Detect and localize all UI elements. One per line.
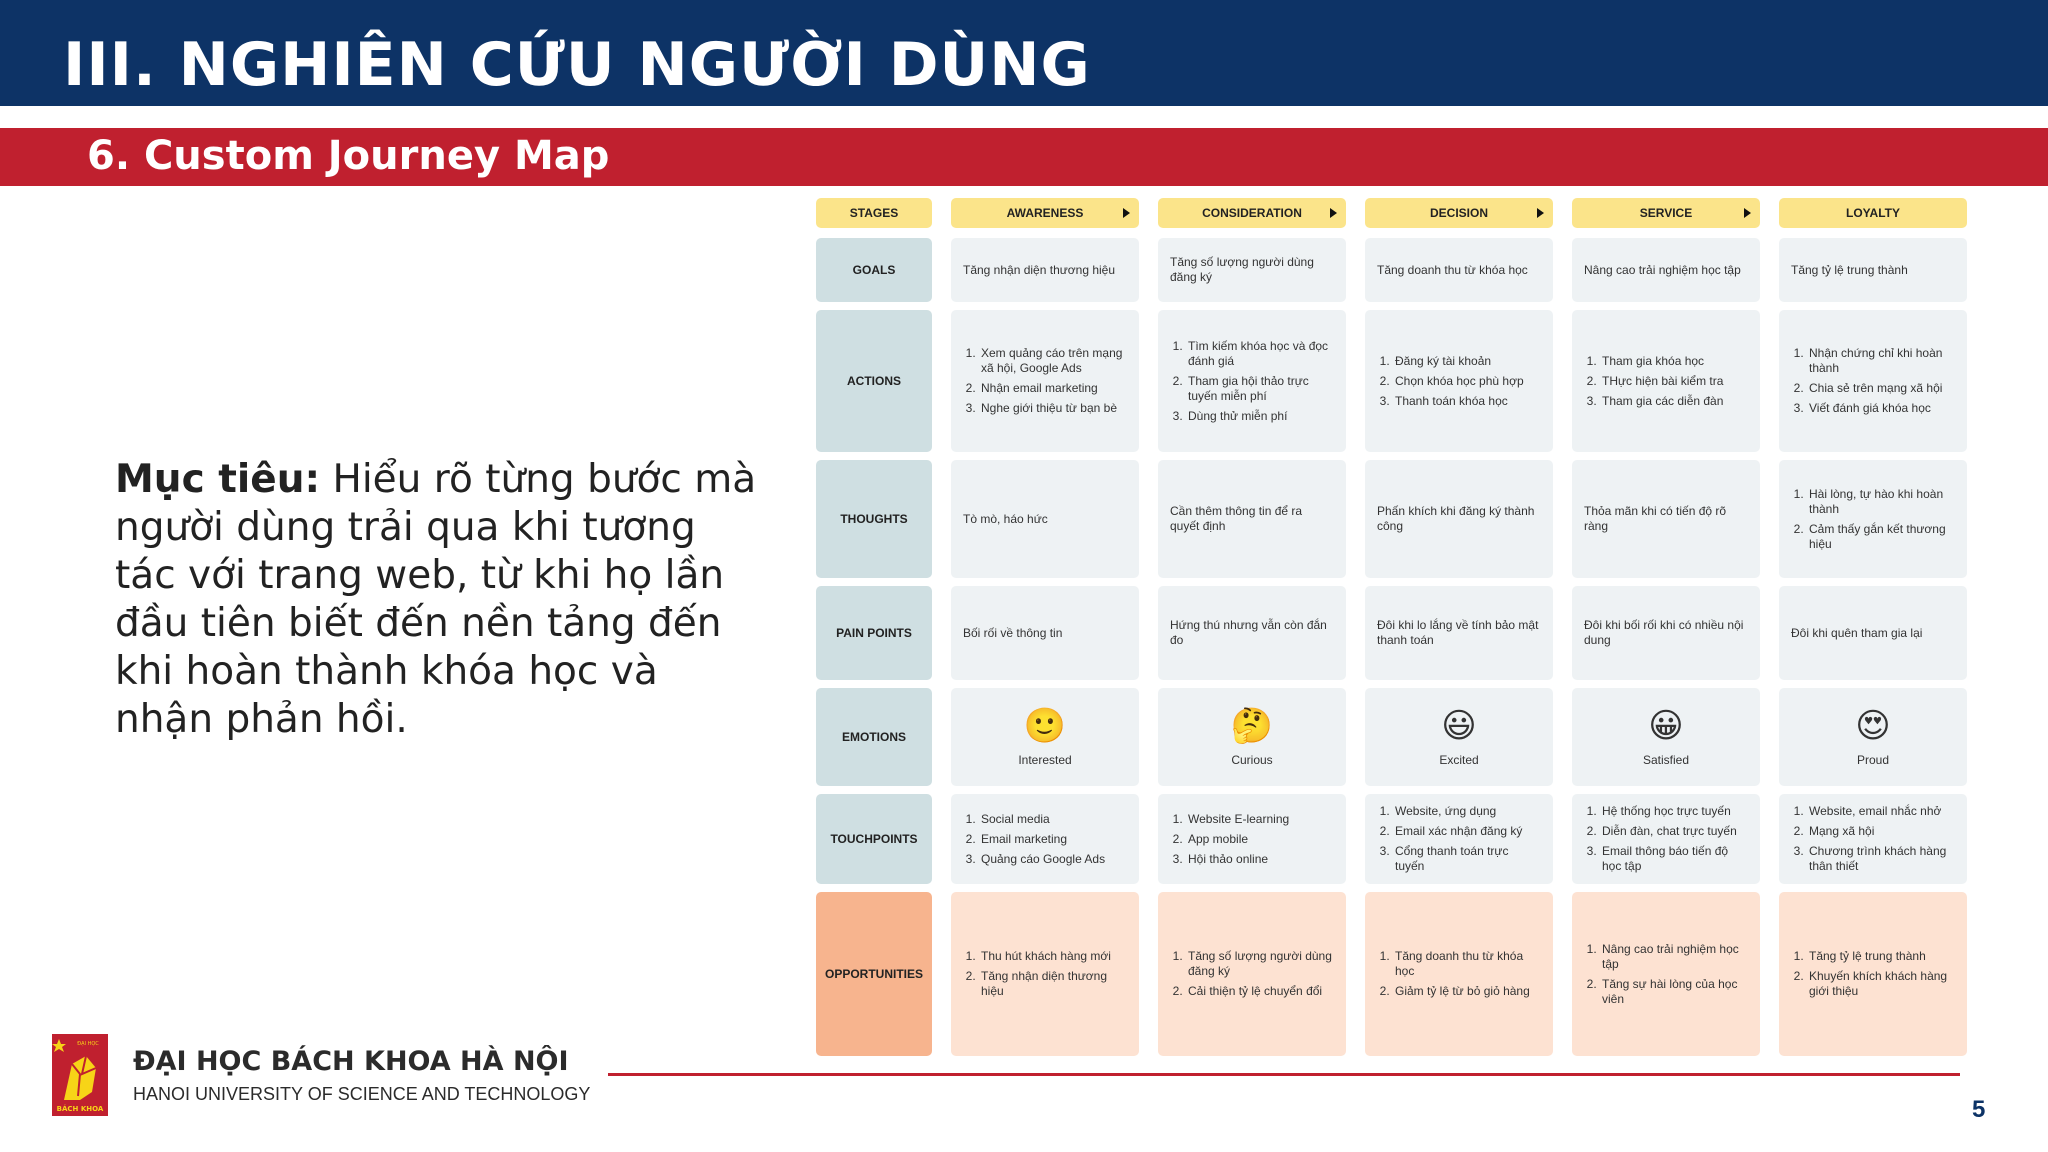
- thoughts-cell: [1572, 460, 1760, 578]
- row-label-opportunities: OPPORTUNITIES: [816, 892, 932, 1056]
- list-item: 1. Hài lòng, tự hào khi hoàn thành: [1807, 487, 1955, 517]
- touchpoints-list: [1791, 799, 1955, 879]
- university-name: ĐẠI HỌC BÁCH KHOA HÀ NỘI: [133, 1046, 569, 1077]
- list-item: 2. Giảm tỷ lệ từ bỏ giỏ hàng: [1393, 984, 1541, 999]
- list-item: 2. Tham gia hội thảo trực tuyến miễn phí: [1186, 374, 1334, 404]
- list-item: 1. Thu hút khách hàng mới: [979, 949, 1127, 964]
- opportunities-list: [963, 944, 1127, 1004]
- university-logo: [52, 1034, 108, 1116]
- pain-points-text: Hứng thú nhưng vẫn còn đắn đo: [1170, 618, 1327, 647]
- actions-cell: [1572, 310, 1760, 452]
- list-item: 3. Dùng thử miễn phí: [1186, 409, 1334, 424]
- goals-cell: [951, 238, 1139, 302]
- opportunities-cell: [951, 892, 1139, 1056]
- list-item: 2. Nhận email marketing: [979, 381, 1127, 396]
- goals-text: Tăng doanh thu từ khóa học: [1377, 262, 1528, 277]
- goals-text: Tăng tỷ lệ trung thành: [1791, 262, 1908, 277]
- list-item: 2. Email xác nhận đăng ký: [1393, 824, 1541, 839]
- stage-label: CONSIDERATION: [1202, 205, 1302, 220]
- pain-points-cell: [1572, 586, 1760, 680]
- list-item: 2. Chọn khóa học phù hợp: [1393, 374, 1524, 389]
- emotion-label: Proud: [1856, 752, 1890, 767]
- university-name-en: HANOI UNIVERSITY OF SCIENCE AND TECHNOLOGY: [133, 1084, 591, 1104]
- list-item: 1. Website, ứng dụng: [1393, 804, 1541, 819]
- list-item: 1. Website, email nhắc nhở: [1807, 804, 1955, 819]
- play-arrow-icon: [1330, 208, 1337, 218]
- touchpoints-list: [1584, 799, 1748, 879]
- actions-list: [963, 341, 1127, 421]
- emotion-cell: [1365, 688, 1553, 786]
- touchpoints-cell: [1779, 794, 1967, 884]
- play-arrow-icon: [1537, 208, 1544, 218]
- emotion-label: Curious: [1231, 752, 1273, 767]
- actions-cell: [951, 310, 1139, 452]
- list-item: 2. Khuyến khích khách hàng giới thiệu: [1807, 969, 1955, 999]
- stage-label: DECISION: [1429, 205, 1488, 220]
- row-label-touchpoints: TOUCHPOINTS: [816, 794, 932, 884]
- emotion-label: Excited: [1439, 752, 1479, 767]
- list-item: 3. Hội thảo online: [1186, 852, 1289, 867]
- objective-text: [115, 456, 765, 744]
- list-item: 2. App mobile: [1186, 832, 1289, 847]
- stage-label: SERVICE: [1639, 205, 1693, 220]
- row-label-thoughts: THOUGHTS: [816, 460, 932, 578]
- opportunities-list: [1170, 944, 1334, 1004]
- actions-list: [1791, 341, 1955, 421]
- list-item: 1. Nâng cao trải nghiệm học tập: [1600, 942, 1748, 972]
- stage-header-service: [1572, 198, 1760, 228]
- list-item: 3. Tham gia các diễn đàn: [1600, 394, 1723, 409]
- logo-text-bottom: BÁCH KHOA: [56, 1105, 104, 1113]
- emotion-label: Satisfied: [1642, 752, 1690, 767]
- goals-cell: [1158, 238, 1346, 302]
- footer-divider: [608, 1073, 1960, 1076]
- list-item: 2. Tăng sự hài lòng của học viên: [1600, 977, 1748, 1007]
- list-item: 1. Tăng tỷ lệ trung thành: [1807, 949, 1955, 964]
- thoughts-cell: [1158, 460, 1346, 578]
- touchpoints-cell: [1365, 794, 1553, 884]
- actions-cell: [1365, 310, 1553, 452]
- actions-list: [1377, 349, 1524, 414]
- actions-list: [1584, 349, 1723, 414]
- list-item: 3. Email thông báo tiến độ học tập: [1600, 844, 1748, 874]
- logo-text-top: ĐẠI HỌC: [77, 1041, 99, 1047]
- list-item: 3. Nghe giới thiệu từ bạn bè: [979, 401, 1127, 416]
- pain-points-text: Đôi khi quên tham gia lại: [1791, 625, 1923, 640]
- goals-cell: [1572, 238, 1760, 302]
- play-arrow-icon: [1744, 208, 1751, 218]
- touchpoints-cell: [1572, 794, 1760, 884]
- list-item: 1. Tham gia khóa học: [1600, 354, 1723, 369]
- page-number: 5: [1972, 1096, 1986, 1123]
- list-item: 2. Chia sẻ trên mạng xã hội: [1807, 381, 1955, 396]
- goals-cell: [1779, 238, 1967, 302]
- row-label-actions: ACTIONS: [816, 310, 932, 452]
- pain-points-text: Đôi khi bối rối khi có nhiều nội dung: [1584, 618, 1744, 647]
- list-item: 1. Hệ thống học trực tuyến: [1600, 804, 1748, 819]
- stages-label: STAGES: [816, 198, 932, 228]
- opportunities-list: [1791, 944, 1955, 1004]
- goals-cell: [1365, 238, 1553, 302]
- list-item: 1. Đăng ký tài khoản: [1393, 354, 1524, 369]
- pain-points-cell: [951, 586, 1139, 680]
- list-item: 3. Chương trình khách hàng thân thiết: [1807, 844, 1955, 874]
- row-label-emotions: EMOTIONS: [816, 688, 932, 786]
- emotion-cell: [1158, 688, 1346, 786]
- actions-cell: [1158, 310, 1346, 452]
- touchpoints-list: [963, 807, 1105, 872]
- opportunities-list: [1377, 944, 1541, 1004]
- touchpoints-cell: [951, 794, 1139, 884]
- list-item: 1. Website E-learning: [1186, 812, 1289, 827]
- actions-cell: [1779, 310, 1967, 452]
- opportunities-cell: [1158, 892, 1346, 1056]
- thoughts-text: Phấn khích khi đăng ký thành công: [1377, 504, 1535, 533]
- emotion-cell: [951, 688, 1139, 786]
- list-item: 1. Tăng doanh thu từ khóa học: [1393, 949, 1541, 979]
- objective-label: Mục tiêu:: [115, 457, 321, 502]
- emoji-interested-icon: 🙂: [1023, 705, 1067, 746]
- objective-body: Hiểu rõ từng bước mà người dùng trải qua khi tương tác với trang web, từ khi họ lần đầu tiên biết đến nền tảng đến khi hoàn thành khóa học và nhận phản hồi.: [115, 457, 757, 742]
- list-item: 3. Viết đánh giá khóa học: [1807, 401, 1955, 416]
- pain-points-cell: [1158, 586, 1346, 680]
- page-title: III. NGHIÊN CỨU NGƯỜI DÙNG: [63, 30, 1091, 100]
- opportunities-cell: [1779, 892, 1967, 1056]
- journey-map: [816, 198, 1966, 1058]
- row-label-pain-points: PAIN POINTS: [816, 586, 932, 680]
- row-label-goals: GOALS: [816, 238, 932, 302]
- opportunities-cell: [1572, 892, 1760, 1056]
- touchpoints-list: [1170, 807, 1289, 872]
- emotion-cell: [1572, 688, 1760, 786]
- list-item: 3. Quảng cáo Google Ads: [979, 852, 1105, 867]
- stage-label: AWARENESS: [1006, 205, 1084, 220]
- list-item: 1. Tìm kiếm khóa học và đọc đánh giá: [1186, 339, 1334, 369]
- emoji-proud-icon: 😍: [1855, 705, 1891, 746]
- goals-text: Tăng số lượng người dùng đăng ký: [1170, 255, 1314, 284]
- list-item: 2. Cảm thấy gắn kết thương hiệu: [1807, 522, 1955, 552]
- stage-header-consideration: [1158, 198, 1346, 228]
- thoughts-text: Cần thêm thông tin để ra quyết định: [1170, 504, 1303, 533]
- touchpoints-cell: [1158, 794, 1346, 884]
- emotion-label: Interested: [1018, 752, 1072, 767]
- stage-header-awareness: [951, 198, 1139, 228]
- goals-text: Nâng cao trải nghiệm học tập: [1584, 262, 1741, 277]
- list-item: 2. Cải thiện tỷ lệ chuyển đổi: [1186, 984, 1334, 999]
- actions-list: [1170, 334, 1334, 429]
- list-item: 3. Cổng thanh toán trực tuyến: [1393, 844, 1541, 874]
- section-subtitle: 6. Custom Journey Map: [87, 133, 610, 179]
- opportunities-cell: [1365, 892, 1553, 1056]
- play-arrow-icon: [1123, 208, 1130, 218]
- list-item: 1. Tăng số lượng người dùng đăng ký: [1186, 949, 1334, 979]
- list-item: 1. Xem quảng cáo trên mạng xã hội, Google Ads: [979, 346, 1127, 376]
- thoughts-text: Tò mò, háo hức: [963, 511, 1048, 526]
- emotion-cell: [1779, 688, 1967, 786]
- goals-text: Tăng nhận diện thương hiệu: [963, 262, 1116, 277]
- list-item: 2. Mạng xã hội: [1807, 824, 1955, 839]
- list-item: 1. Nhận chứng chỉ khi hoàn thành: [1807, 346, 1955, 376]
- thoughts-cell: [1365, 460, 1553, 578]
- list-item: 3. Thanh toán khóa học: [1393, 394, 1524, 409]
- stage-header-decision: [1365, 198, 1553, 228]
- thoughts-cell: [951, 460, 1139, 578]
- list-item: 2. Tăng nhận diện thương hiệu: [979, 969, 1127, 999]
- pain-points-cell: [1779, 586, 1967, 680]
- emoji-excited-icon: 😃: [1441, 705, 1477, 746]
- opportunities-list: [1584, 937, 1748, 1012]
- list-item: 1. Social media: [979, 812, 1105, 827]
- pain-points-text: Bối rối về thông tin: [963, 625, 1063, 640]
- pain-points-cell: [1365, 586, 1553, 680]
- emoji-satisfied-icon: 😀: [1648, 705, 1684, 746]
- thoughts-text: Thỏa mãn khi có tiến độ rõ ràng: [1584, 504, 1727, 533]
- thoughts-cell: [1779, 460, 1967, 578]
- touchpoints-list: [1377, 799, 1541, 879]
- thoughts-list: [1791, 482, 1955, 557]
- list-item: 2. THực hiện bài kiểm tra: [1600, 374, 1723, 389]
- stage-label: LOYALTY: [1845, 205, 1900, 220]
- stage-header-loyalty: [1779, 198, 1967, 228]
- emoji-curious-icon: 🤔: [1230, 705, 1274, 746]
- list-item: 2. Email marketing: [979, 832, 1105, 847]
- pain-points-text: Đôi khi lo lắng về tính bảo mật thanh toán: [1377, 618, 1539, 647]
- list-item: 2. Diễn đàn, chat trực tuyến: [1600, 824, 1748, 839]
